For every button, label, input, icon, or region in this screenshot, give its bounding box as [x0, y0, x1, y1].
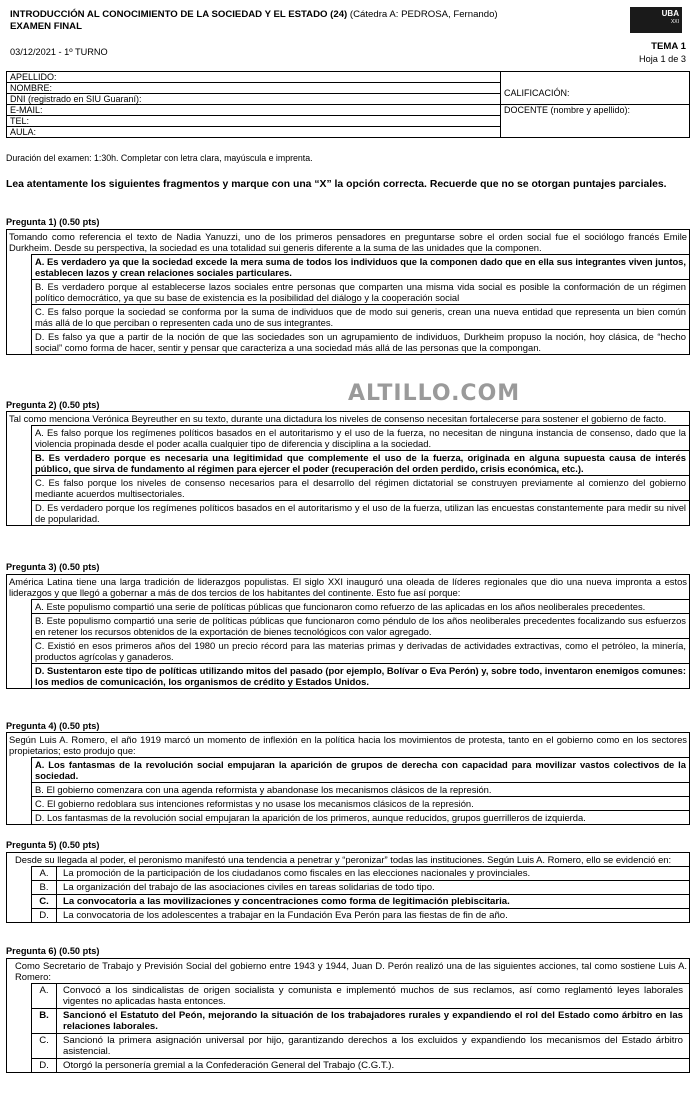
option-a[interactable]: A. Este populismo compartió una serie de políticas públicas que funcionaron como refuerzo de las aplicadas en los años neoliberales precedentes.: [31, 599, 689, 613]
question-stem: Según Luis A. Romero, el año 1919 marcó un momento de inflexión en la política hacia los movimientos de protesta, tanto en el gobierno como en los sectores propietarios; esto produjo que:: [9, 734, 687, 756]
option-a[interactable]: A. Es falso porque los regímenes políticos basados en el autoritarismo y el uso de la fuerza, no necesitan de ninguna instancia de consenso, dado que la violencia propinada desde el poder acalla cualquier tipo de diferencia y disciplina a la sociedad.: [31, 425, 689, 450]
option-c[interactable]: C. La convocatoria a las movilizaciones y concentraciones como forma de legitimación plebiscitaria.: [31, 894, 689, 908]
question-5: [6, 852, 690, 923]
option-c[interactable]: C. Sancionó la primera asignación universal por hijo, garantizando derechos a los excluidos y expandiendo los mecanismos del Estado árbitro asistencial.: [31, 1033, 689, 1058]
option-d[interactable]: D. Es falso ya que a partir de la noción de que las sociedades son un agrupamiento de individuos, Durkheim propuso la noción, hoy clásica, de “hecho social” como forma de hacer, sentir y pensar que caracteriza a una sociedad más allá de las personas que la compongan.: [31, 329, 689, 354]
question-5-heading: Pregunta 5) (0.50 pts): [6, 840, 100, 850]
question-6-heading: Pregunta 6) (0.50 pts): [6, 946, 100, 956]
dni-field[interactable]: DNI (registrado en SIU Guaraní):: [7, 94, 501, 105]
tema-label: TEMA 1: [651, 41, 686, 52]
tel-field[interactable]: TEL:: [7, 116, 501, 127]
uba-logo: UBA XXI: [630, 7, 682, 33]
page-counter: Hoja 1 de 3: [639, 54, 686, 64]
question-1-heading: Pregunta 1) (0.50 pts): [6, 217, 100, 227]
question-stem: Tal como menciona Verónica Beyreuther en su texto, durante una dictadura los niveles de consenso necesitan fortalecerse para sostener el gobierno de facto.: [9, 413, 667, 424]
option-d[interactable]: D. Otorgó la personería gremial a la Confederación General del Trabajo (C.G.T.).: [31, 1058, 689, 1072]
docente-field[interactable]: DOCENTE (nombre y apellido):: [501, 105, 690, 138]
email-field[interactable]: E-MAIL:: [7, 105, 501, 116]
option-d[interactable]: D. La convocatoria de los adolescentes a trabajar en la Fundación Eva Perón para las fiestas de fin de año.: [31, 908, 689, 922]
question-2-heading: Pregunta 2) (0.50 pts): [6, 400, 100, 410]
question-4: [6, 732, 690, 825]
question-3-heading: Pregunta 3) (0.50 pts): [6, 562, 100, 572]
option-b[interactable]: B. El gobierno comenzara con una agenda reformista y abandonase los mecanismos clásicos de la represión.: [31, 782, 689, 796]
aula-field[interactable]: AULA:: [7, 127, 501, 138]
option-a[interactable]: A. Los fantasmas de la revolución social empujaran la aparición de grupos de derecha con capacidad para movilizar vastos colectivos de la sociedad.: [31, 757, 689, 782]
option-c[interactable]: C. Es falso porque los niveles de consenso necesarios para el desarrollo del régimen dictatorial se construyen previamente al comienzo del gobierno mediante acuerdos multisectoriales.: [31, 475, 689, 500]
option-a[interactable]: A. Convocó a los sindicalistas de origen socialista y comunista e implementó muchos de sus reclamos, así como reglamentó leyes laborales vigentes no aplicadas hasta entonces.: [31, 983, 689, 1008]
question-1: [6, 229, 690, 355]
nombre-field[interactable]: NOMBRE:: [7, 83, 501, 94]
student-id-form: [6, 71, 690, 138]
exam-date: 03/12/2021 - 1º TURNO: [10, 47, 108, 57]
option-a[interactable]: A. Es verdadero ya que la sociedad excede la mera suma de todos los individuos que la componen dado que en ella sus integrantes viven juntos, establecen lazos y crean relaciones sociales particulares.: [31, 254, 689, 279]
question-4-heading: Pregunta 4) (0.50 pts): [6, 721, 100, 731]
option-d[interactable]: D. Es verdadero porque los regímenes políticos basados en el autoritarismo y el uso de la fuerza, utilizan las encuestas constantemente para medir su nivel de popularidad.: [31, 500, 689, 525]
question-stem: Desde su llegada al poder, el peronismo manifestó una tendencia a penetrar y “peronizar” todas las instituciones. Según Luis A. Romero, ello se evidenció en:: [15, 854, 672, 865]
option-b[interactable]: B. Es verdadero porque al establecerse lazos sociales entre personas que comparten una misma vida social es posible la conformación de un régimen político democrático, ya que su base de existencia es la posibilidad del diálogo y la cooperación social: [31, 279, 689, 304]
apellido-field[interactable]: APELLIDO:: [7, 72, 501, 83]
option-c[interactable]: C. Existió en esos primeros años del 1980 un precio récord para las materias primas y derivadas de actividades extractivas, como el petróleo, la minería, productos agrícolas y ganaderos.: [31, 638, 689, 663]
option-b[interactable]: B. Es verdadero porque es necesaria una legitimidad que complemente el uso de la fuerza, originada en alguna supuesta causa de interés público, que sirva de fundamento al régimen para ejercer el poder (recuperación del orden perdido, crisis económica, etc.).: [31, 450, 689, 475]
catedra-label: (Cátedra A: PEDROSA, Fernando): [349, 9, 498, 20]
instructions: Lea atentamente los siguientes fragmentos y marque con una “X” la opción correcta. Recuerde que no se otorgan puntajes parciales.: [6, 179, 667, 190]
question-stem: Como Secretario de Trabajo y Previsión Social del gobierno entre 1943 y 1944, Juan D. Perón realizó una de las siguientes acciones, tal como sostiene Luis A. Romero:: [15, 960, 687, 982]
option-c[interactable]: C. El gobierno redoblara sus intenciones reformistas y no usase los mecanismos clásicos de la represión.: [31, 796, 689, 810]
option-d[interactable]: D. Los fantasmas de la revolución social empujaran la aparición de los primeros, aunque reducidos, grupos guerrilleros de izquierda.: [31, 810, 689, 824]
watermark: ALTILLO.COM: [348, 381, 521, 406]
question-2: [6, 411, 690, 526]
exam-duration: Duración del examen: 1:30h. Completar con letra clara, mayúscula e imprenta.: [6, 153, 313, 163]
question-stem: Tomando como referencia el texto de Nadia Yanuzzi, uno de los primeros pensadores en preguntarse sobre el orden social fue el sociólogo francés Emile Durkheim. Desde su perspectiva, la sociedad es una totalidad sui generis diferente a la suma de las unidades que la componen.: [9, 231, 687, 253]
question-3: [6, 574, 690, 689]
exam-type: EXAMEN FINAL: [10, 21, 82, 32]
option-b[interactable]: B. La organización del trabajo de las asociaciones civiles en tareas solidarias de todo tipo.: [31, 880, 689, 894]
option-a[interactable]: A. La promoción de la participación de los ciudadanos como fiscales en las elecciones nacionales y provinciales.: [31, 866, 689, 880]
option-c[interactable]: C. Es falso porque la sociedad se conforma por la suma de individuos que de modo sui generis, crean una nueva entidad que representa un bien común más allá de lo que perciban o representen cada uno de sus integrantes.: [31, 304, 689, 329]
question-6: [6, 958, 690, 1073]
option-d[interactable]: D. Sustentaron este tipo de políticas utilizando mitos del pasado (por ejemplo, Bolívar o Eva Perón) y, sobre todo, inventaron enemigos comunes: los medios de comunicación, los organismos de crédito y Estados Unidos.: [31, 663, 689, 688]
option-b[interactable]: B. Sancionó el Estatuto del Peón, mejorando la situación de los trabajadores rurales y expandiendo el rol del Estado como árbitro en las relaciones laborales.: [31, 1008, 689, 1033]
course-title: INTRODUCCIÓN AL CONOCIMIENTO DE LA SOCIEDAD Y EL ESTADO (24) (Cátedra A: PEDROSA, Fernando): [10, 9, 498, 20]
option-b[interactable]: B. Este populismo compartió una serie de políticas públicas que funcionaron como péndulo de los años neoliberales precedentes focalizando sus esfuerzos en retener los recursos obtenidos de la exportación de bienes tecnológicos con valor agregado.: [31, 613, 689, 638]
calificacion-field[interactable]: CALIFICACIÓN:: [501, 72, 690, 105]
question-stem: América Latina tiene una larga tradición de liderazgos populistas. El siglo XXI inauguró una oleada de líderes regionales que dio una nueva impronta a estos liderazgos y que llegó a gobernar a más de dos tercios de los habitantes del continente. Esto fue así porque:: [9, 576, 687, 598]
